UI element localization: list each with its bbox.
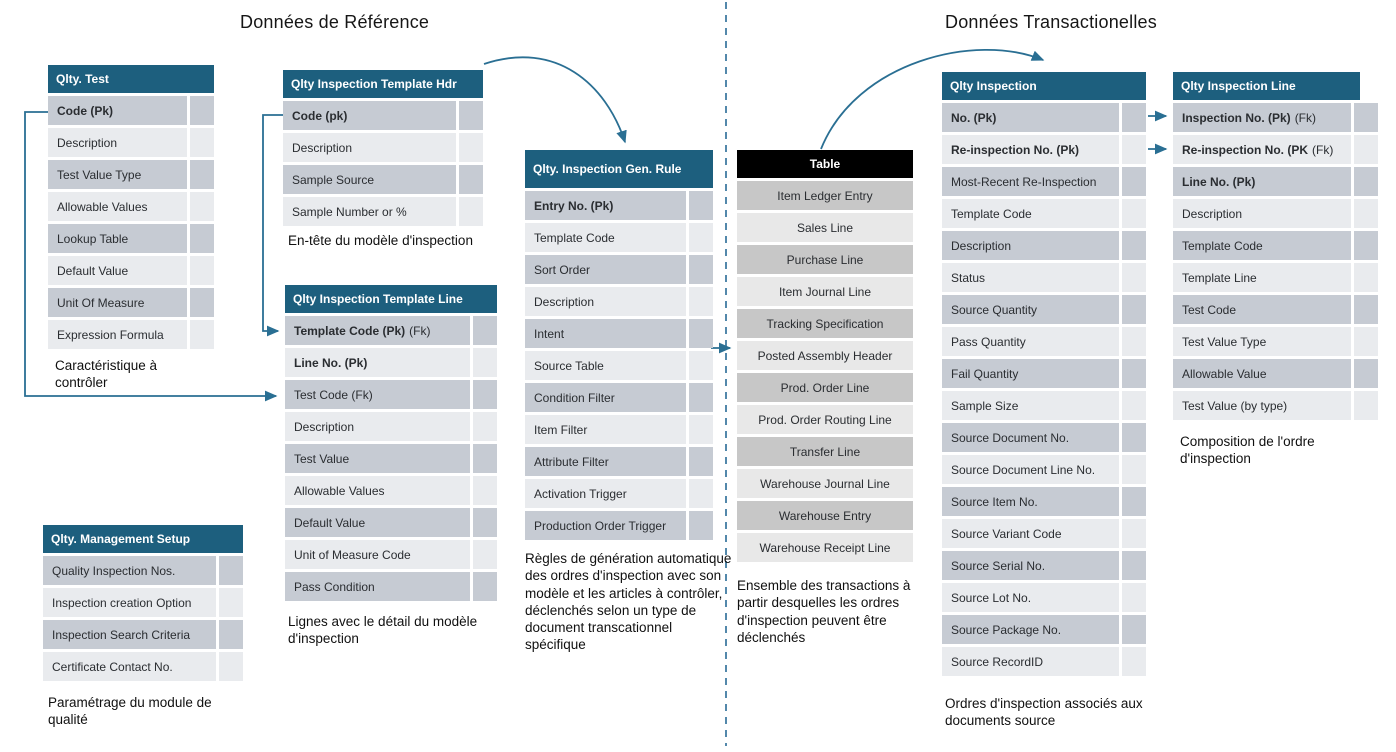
table-row [48,224,214,253]
field-name: Allowable Values [285,476,470,505]
field-name: Test Value Type [48,160,187,189]
table-row [525,415,713,444]
field-name: Re-inspection No. (Pk) [942,135,1119,164]
field-name: Source Item No. [942,487,1119,516]
caption-mgmt-setup: Paramétrage du module de qualité [48,695,212,728]
table-row [737,181,913,210]
field-name: Status [942,263,1119,292]
field-value-cell [459,197,483,226]
field-name: Inspection creation Option [43,588,216,617]
table-row [942,103,1146,132]
table-row [1173,327,1378,356]
field-name: Description [283,133,456,162]
table-row [1173,167,1378,196]
field-name: Source Lot No. [942,583,1119,612]
field-name: Description [525,287,686,316]
field-name: Activation Trigger [525,479,686,508]
table-row [942,327,1146,356]
field-name: Expression Formula [48,320,187,349]
field-name: Code (Pk) [48,96,187,125]
field-value-cell [473,380,497,409]
table-row [43,620,243,649]
field-value-cell [219,620,243,649]
field-value-cell [1122,583,1146,612]
field-value-cell [1122,103,1146,132]
field-name: Certificate Contact No. [43,652,216,681]
entity-source-tables [737,150,913,562]
entity-qlty-inspection-line [1173,72,1378,420]
entity-rows [525,191,713,540]
field-value-cell [1122,423,1146,452]
table-row [1173,359,1378,388]
table-row [942,487,1146,516]
field-value-cell [473,508,497,537]
field-value-cell [219,588,243,617]
field-name: Pass Quantity [942,327,1119,356]
table-row [285,572,497,601]
field-value-cell [1354,135,1378,164]
field-value-cell [459,133,483,162]
table-row [1173,103,1378,132]
field-value-cell [190,256,214,285]
field-name: Description [48,128,187,157]
field-name: Source Document Line No. [942,455,1119,484]
table-row [285,412,497,441]
field-name: Warehouse Entry [737,501,913,530]
table-row [285,476,497,505]
table-row [737,533,913,562]
table-row [525,383,713,412]
table-row [942,583,1146,612]
field-name: Template Code [525,223,686,252]
table-row [285,316,497,345]
table-row [525,351,713,380]
field-value-cell [689,287,713,316]
field-value-cell [190,128,214,157]
field-value-cell [473,572,497,601]
entity-rows [283,101,483,226]
table-row [737,469,913,498]
field-name: Purchase Line [737,245,913,274]
entity-rows [43,556,243,681]
field-value-cell [190,224,214,253]
table-row [737,437,913,466]
arrow-hdr-code-to-template-code [263,115,284,331]
entity-rows [942,103,1146,676]
table-row [283,165,483,194]
field-name: Sales Line [737,213,913,242]
field-value-cell [1354,263,1378,292]
entity-management-setup [43,525,243,681]
field-name: Item Ledger Entry [737,181,913,210]
field-name: Attribute Filter [525,447,686,476]
field-name: Source RecordID [942,647,1119,676]
field-value-cell [689,319,713,348]
field-value-cell [1354,103,1378,132]
field-name: Test Value Type [1173,327,1351,356]
field-name: Condition Filter [525,383,686,412]
table-row [43,588,243,617]
field-value-cell [219,556,243,585]
table-row [942,167,1146,196]
field-value-cell [190,96,214,125]
field-value-cell [1354,199,1378,228]
field-name: Description [942,231,1119,260]
field-name: Item Journal Line [737,277,913,306]
zone-title-transactional-data: Données Transactionelles [945,12,1157,32]
field-value-cell [1122,551,1146,580]
entity-rows [737,181,913,562]
field-name: Inspection No. (Pk) (Fk) [1173,103,1351,132]
field-value-cell [689,223,713,252]
field-name: Line No. (Pk) [285,348,470,377]
field-value-cell [689,415,713,444]
field-value-cell [219,652,243,681]
table-row [283,133,483,162]
field-value-cell [473,348,497,377]
field-value-cell [1354,359,1378,388]
entity-header: Table [737,150,913,178]
field-name: Template Code (Pk) (Fk) [285,316,470,345]
field-value-cell [459,101,483,130]
field-value-cell [473,316,497,345]
field-value-cell [1122,391,1146,420]
field-value-cell [1122,199,1146,228]
table-row [48,160,214,189]
field-name: Test Code [1173,295,1351,324]
field-name: Source Table [525,351,686,380]
entity-rows [1173,103,1378,420]
field-value-cell [1122,455,1146,484]
field-name: Template Code [942,199,1119,228]
field-value-cell [1354,295,1378,324]
table-row [737,341,913,370]
table-row [285,444,497,473]
field-value-cell [1122,647,1146,676]
table-row [1173,295,1378,324]
caption-source-tables: Ensemble des transactions à partir desquelles les ordres d'inspection peuvent être déclenchés [737,578,911,645]
table-row [737,373,913,402]
field-name: Unit Of Measure [48,288,187,317]
field-name: Test Value [285,444,470,473]
table-row [48,128,214,157]
field-value-cell [1122,263,1146,292]
field-value-cell [459,165,483,194]
field-name: Production Order Trigger [525,511,686,540]
field-value-cell [1354,167,1378,196]
field-name: Warehouse Journal Line [737,469,913,498]
table-row [942,199,1146,228]
table-row [48,288,214,317]
table-row [43,556,243,585]
table-row [285,540,497,569]
table-row [942,295,1146,324]
field-value-cell [689,351,713,380]
field-value-cell [689,255,713,284]
field-value-cell [473,476,497,505]
table-row [942,359,1146,388]
field-name: Sample Source [283,165,456,194]
caption-qlty-inspection: Ordres d'inspection associés aux documents source [945,696,1143,729]
field-name: Inspection Search Criteria [43,620,216,649]
table-row [942,231,1146,260]
field-value-cell [689,383,713,412]
table-row [737,309,913,338]
table-row [48,96,214,125]
field-value-cell [689,447,713,476]
field-name: No. (Pk) [942,103,1119,132]
caption-template-hdr: En-tête du modèle d'inspection [288,233,473,248]
table-row [525,511,713,540]
table-row [942,135,1146,164]
entity-header: Qlty. Test [48,65,214,93]
entity-header: Qlty Inspection Template Hdr [283,70,483,98]
field-name: Unit of Measure Code [285,540,470,569]
table-row [525,479,713,508]
entity-inspection-template-line [285,285,497,601]
field-name: Intent [525,319,686,348]
table-row [737,405,913,434]
entity-qlty-inspection [942,72,1146,676]
table-row [285,380,497,409]
entity-header: Qlty. Management Setup [43,525,243,553]
field-value-cell [190,320,214,349]
field-name: Code (pk) [283,101,456,130]
field-value-cell [1122,487,1146,516]
field-name: Default Value [285,508,470,537]
table-row [1173,135,1378,164]
field-name: Prod. Order Line [737,373,913,402]
field-name: Allowable Values [48,192,187,221]
table-row [737,501,913,530]
field-name: Quality Inspection Nos. [43,556,216,585]
caption-template-line: Lignes avec le détail du modèle d'inspection [288,614,478,647]
field-name: Sort Order [525,255,686,284]
entity-qlty-test [48,65,214,349]
field-name: Pass Condition [285,572,470,601]
table-row [285,508,497,537]
field-name: Default Value [48,256,187,285]
table-row [942,391,1146,420]
table-row [942,551,1146,580]
table-row [43,652,243,681]
entity-inspection-gen-rule [525,150,713,540]
field-value-cell [689,191,713,220]
field-name: Fail Quantity [942,359,1119,388]
field-name: Transfer Line [737,437,913,466]
entity-header: Qlty Inspection Template Line [285,285,497,313]
table-row [942,263,1146,292]
field-name: Test Code (Fk) [285,380,470,409]
field-name: Source Serial No. [942,551,1119,580]
field-value-cell [473,412,497,441]
field-name: Description [1173,199,1351,228]
field-value-cell [1122,615,1146,644]
field-name: Test Value (by type) [1173,391,1351,420]
table-row [942,647,1146,676]
entity-header: Qlty Inspection [942,72,1146,100]
field-value-cell [1122,359,1146,388]
field-name: Line No. (Pk) [1173,167,1351,196]
field-name: Entry No. (Pk) [525,191,686,220]
field-value-cell [1122,167,1146,196]
field-value-cell [190,288,214,317]
table-row [525,191,713,220]
field-name: Source Document No. [942,423,1119,452]
table-row [285,348,497,377]
field-name: Template Code [1173,231,1351,260]
field-name: Re-inspection No. (PK (Fk) [1173,135,1351,164]
arrow-template-hdr-to-gen-rule [484,57,625,142]
field-value-cell [689,511,713,540]
table-row [737,245,913,274]
field-name: Description [285,412,470,441]
field-value-cell [1122,327,1146,356]
table-row [737,277,913,306]
field-name: Source Quantity [942,295,1119,324]
field-value-cell [1122,135,1146,164]
table-row [525,447,713,476]
table-row [525,287,713,316]
field-name: Prod. Order Routing Line [737,405,913,434]
table-row [1173,231,1378,260]
caption-qlty-test: Caractéristique à contrôler [55,358,158,391]
field-name: Tracking Specification [737,309,913,338]
field-value-cell [1354,391,1378,420]
entity-rows [48,96,214,349]
zone-title-reference-data: Données de Référence [240,12,430,32]
field-value-cell [1354,327,1378,356]
field-name: Most-Recent Re-Inspection [942,167,1119,196]
entity-header: Qlty. Inspection Gen. Rule [525,150,713,188]
field-value-cell [1122,295,1146,324]
entity-inspection-template-hdr [283,70,483,226]
entity-header: Qlty Inspection Line [1173,72,1360,100]
table-row [525,223,713,252]
field-name: Item Filter [525,415,686,444]
field-value-cell [1122,231,1146,260]
field-value-cell [190,160,214,189]
entity-rows [285,316,497,601]
caption-inspection-line: Composition de l'ordre d'inspection [1180,434,1315,467]
field-name: Posted Assembly Header [737,341,913,370]
field-value-cell [1354,231,1378,260]
table-row [525,255,713,284]
field-value-cell [473,540,497,569]
table-row [1173,391,1378,420]
field-name: Source Package No. [942,615,1119,644]
table-row [942,519,1146,548]
field-name: Template Line [1173,263,1351,292]
table-row [283,197,483,226]
table-row [283,101,483,130]
table-row [1173,199,1378,228]
table-row [48,192,214,221]
table-row [942,455,1146,484]
field-name: Source Variant Code [942,519,1119,548]
field-name: Lookup Table [48,224,187,253]
field-value-cell [1122,519,1146,548]
field-value-cell [473,444,497,473]
field-name: Sample Size [942,391,1119,420]
table-row [48,256,214,285]
table-row [942,615,1146,644]
field-name: Sample Number or % [283,197,456,226]
field-name: Allowable Value [1173,359,1351,388]
field-name: Warehouse Receipt Line [737,533,913,562]
table-row [737,213,913,242]
field-value-cell [190,192,214,221]
caption-gen-rule: Règles de génération automatique des ordres d'inspection avec son modèle et les articles à contrôler, déclenchés selon un type de document transcationnel spécifique [525,551,732,653]
table-row [942,423,1146,452]
table-row [48,320,214,349]
field-value-cell [689,479,713,508]
table-row [1173,263,1378,292]
table-row [525,319,713,348]
